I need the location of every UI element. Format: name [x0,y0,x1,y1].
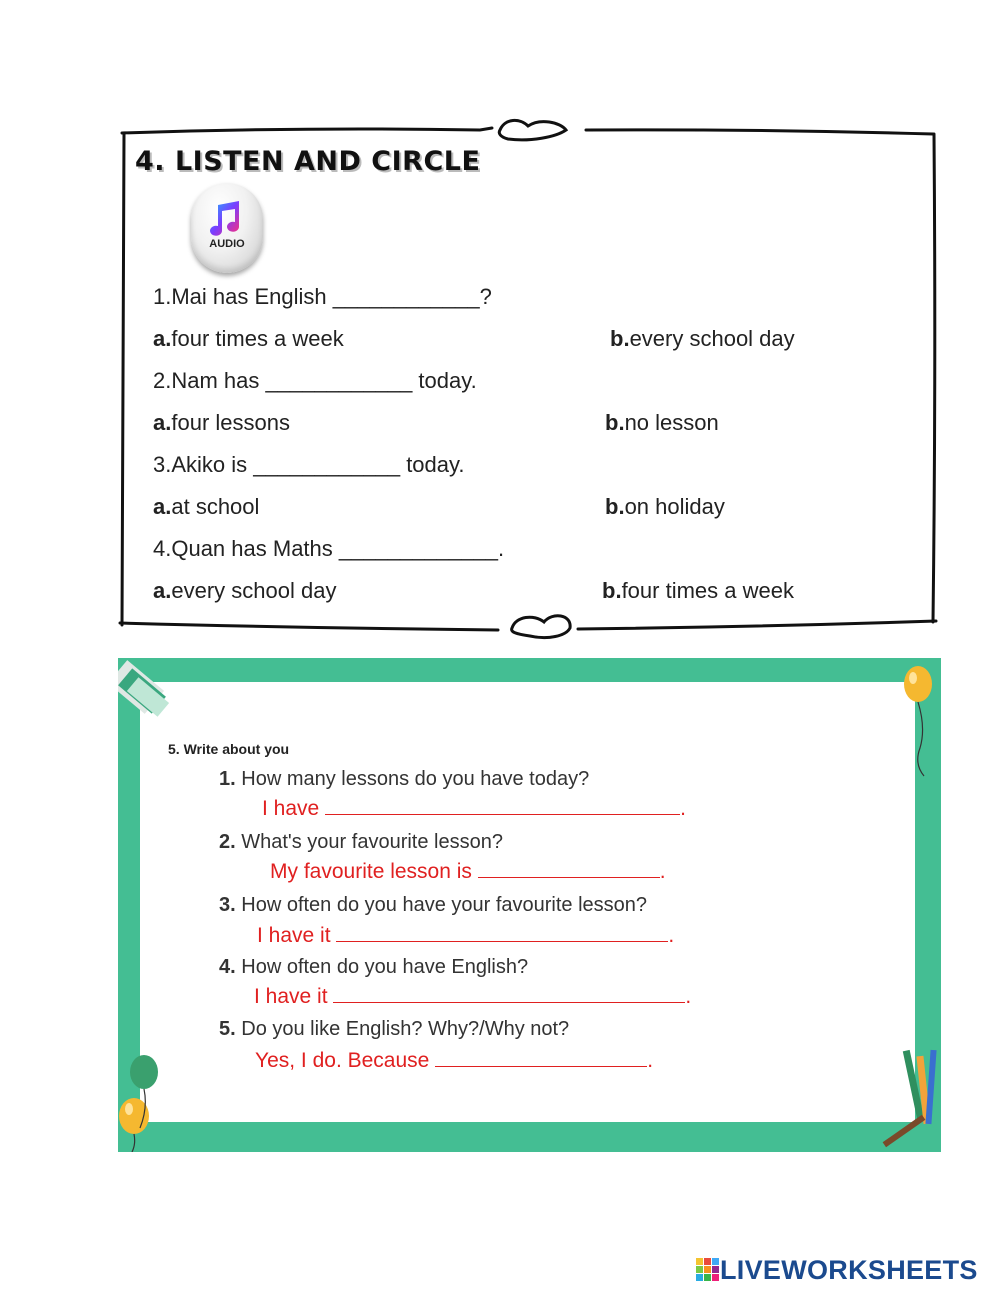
question-1: 1.Mai has English ____________? [153,284,492,309]
write-question-2: 2. What's your favourite lesson? [219,831,503,853]
section5-title: 5. Write about you [168,741,290,757]
option-4b[interactable]: b.four times a week [602,578,794,603]
option-2b[interactable]: b.no lesson [605,410,719,435]
pencils-icon [883,1050,937,1147]
section4-title: 4. LISTEN AND CIRCLE [135,146,481,177]
write-answer-3[interactable]: I have it . [257,924,675,947]
write-answer-5[interactable]: Yes, I do. Because . [255,1049,654,1072]
option-2a[interactable]: a.four lessons [153,410,290,435]
audio-label: AUDIO [209,238,245,250]
option-3b[interactable]: b.on holiday [605,494,725,519]
option-3a[interactable]: a.at school [153,494,260,519]
books-icon [118,660,169,717]
write-question-4: 4. How often do you have English? [219,956,529,978]
write-question-1: 1. How many lessons do you have today? [219,768,590,790]
balloon-icon [904,666,932,776]
write-question-5: 5. Do you like English? Why?/Why not? [219,1018,570,1040]
option-1a[interactable]: a.four times a week [153,326,344,351]
logo-grid-icon [696,1258,720,1282]
question-2: 2.Nam has ____________ today. [153,368,477,393]
write-answer-1[interactable]: I have . [262,797,686,820]
write-answer-2[interactable]: My favourite lesson is . [270,860,666,883]
question-4: 4.Quan has Maths _____________. [153,536,505,561]
option-4a[interactable]: a.every school day [153,578,337,603]
logo-text: LIVEWORKSHEETS [720,1255,978,1285]
music-note-icon [205,199,247,239]
option-1b[interactable]: b.every school day [610,326,795,351]
write-answer-4[interactable]: I have it . [254,985,692,1008]
audio-play-button[interactable] [191,183,263,273]
question-3: 3.Akiko is ____________ today. [153,452,465,477]
write-question-3: 3. How often do you have your favourite lesson? [219,894,648,916]
balloons-icon [119,1055,158,1152]
